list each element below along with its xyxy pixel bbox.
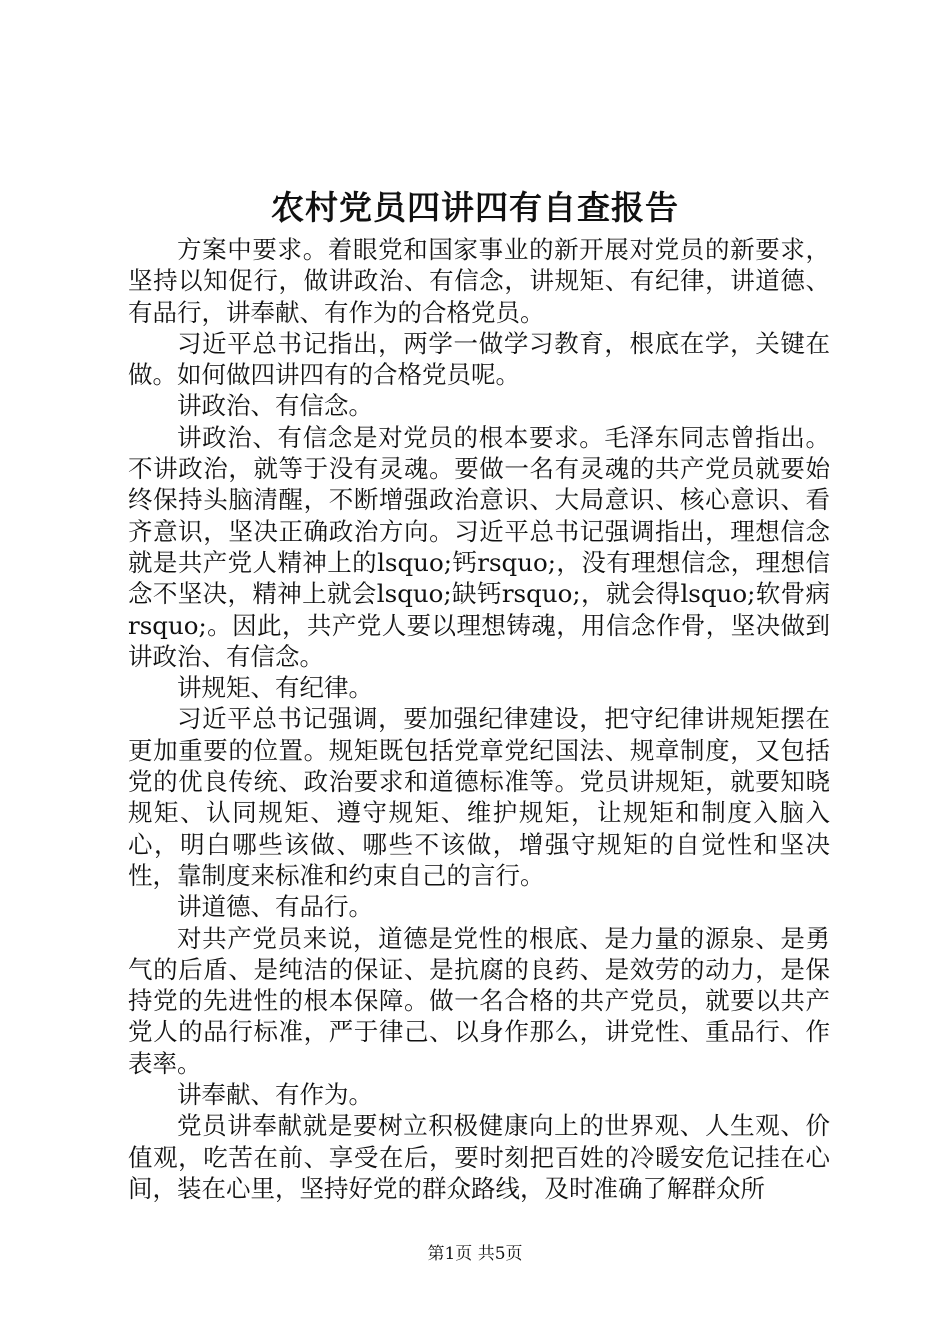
paragraph-intro: 方案中要求。着眼党和国家事业的新开展对党员的新要求，坚持以知促行，做讲政治、有信念，讲规矩、有纪律，讲道德、有品行，讲奉献、有作为的合格党员。 xyxy=(128,235,830,327)
document-body xyxy=(128,234,830,1204)
heading-politics: 讲政治、有信念。 xyxy=(177,391,373,421)
document-title: 农村党员四讲四有自查报告 xyxy=(271,188,679,227)
paragraph-politics: 讲政治、有信念是对党员的根本要求。毛泽东同志曾指出。不讲政治，就等于没有灵魂。要做一名有灵魂的共产党员就要始终保持头脑清醒，不断增强政治意识、大局意识、核心意识、看齐意识，坚决正确政治方向。习近平总书记强调指出，理想信念就是共产党人精神上的lsquo;钙rsquo;，没有理想信念，理想信念不坚决，精神上就会lsquo;缺钙rsquo;，就会得lsquo;软骨病rsquo;。因此，共产党人要以理想铸魂，用信念作骨，坚决做到讲政治、有信念。 xyxy=(128,422,830,671)
heading-morality: 讲道德、有品行。 xyxy=(177,892,373,922)
heading-rules: 讲规矩、有纪律。 xyxy=(177,673,373,703)
paragraph-morality: 对共产党员来说，道德是党性的根底、是力量的源泉、是勇气的后盾、是纯洁的保证、是抗腐的良药、是效劳的动力，是保持党的先进性的根本保障。做一名合格的共产党员，就要以共产党人的品行标准，严于律己、以身作那么，讲党性、重品行、作表率。 xyxy=(128,923,830,1078)
paragraph-dedication: 党员讲奉献就是要树立积极健康向上的世界观、人生观、价值观，吃苦在前、享受在后，要时刻把百姓的冷暖安危记挂在心间，装在心里，坚持好党的群众路线，及时准确了解群众所 xyxy=(128,1111,830,1203)
heading-dedication: 讲奉献、有作为。 xyxy=(177,1080,373,1110)
paragraph-rules: 习近平总书记强调，要加强纪律建设，把守纪律讲规矩摆在更加重要的位置。规矩既包括党章党纪国法、规章制度，又包括党的优良传统、政治要求和道德标准等。党员讲规矩，就要知晓规矩、认同规矩、遵守规矩、维护规矩，让规矩和制度入脑入心，明白哪些该做、哪些不该做，增强守规矩的自觉性和坚决性，靠制度来标准和约束自己的言行。 xyxy=(128,704,830,890)
paragraph-xi-quote: 习近平总书记指出，两学一做学习教育，根底在学，关键在做。如何做四讲四有的合格党员呢。 xyxy=(128,328,830,390)
page-footer: 第1页 共5页 xyxy=(427,1244,523,1264)
